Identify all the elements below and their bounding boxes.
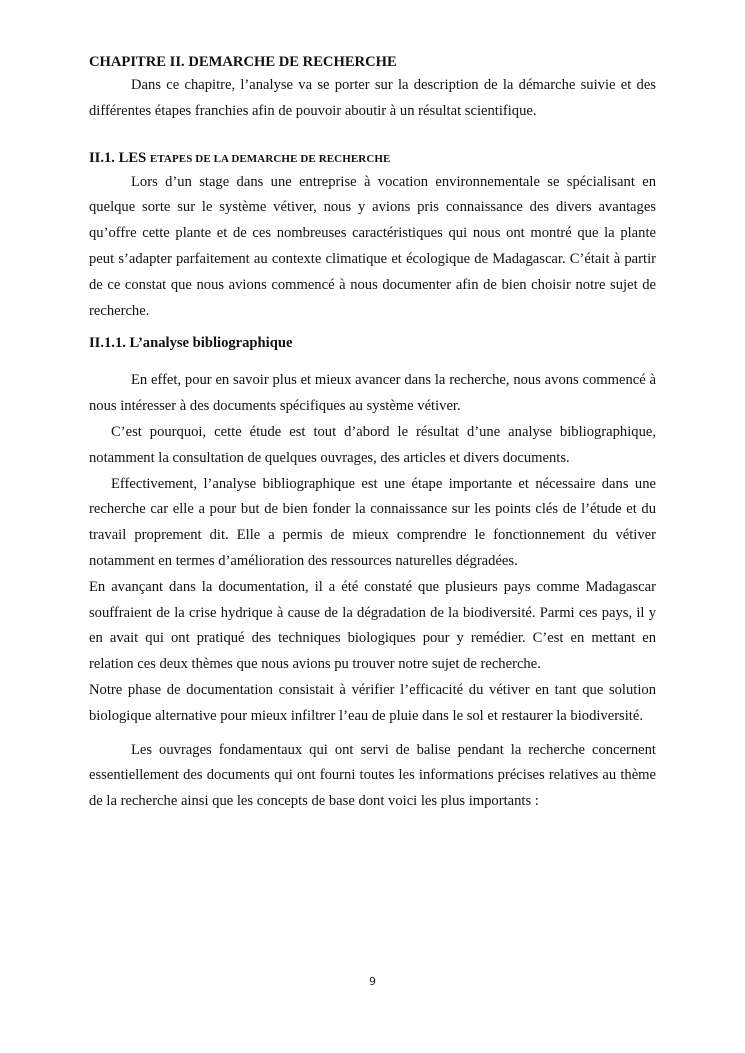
paragraph-2: C’est pourquoi, cette étude est tout d’abord le résultat d’une analyse bibliographique, notamment la consultation de quelques ouvrages, des articles et divers documents. [89, 423, 656, 466]
section-heading [89, 147, 656, 170]
spacer [89, 354, 656, 368]
spacer [89, 730, 656, 738]
spacer [89, 324, 656, 332]
paragraph-6: Les ouvrages fondamentaux qui ont servi de balise pendant la recherche concernent essentiellement des documents qui ont fourni toutes les informations précises relatives au thème de la recherche ainsi que les concepts de base dont voici les plus importants : [89, 741, 656, 810]
section-paragraph: Lors d’un stage dans une entreprise à vocation environnementale se spécialisant en quelque sorte sur le système vétiver, nous y avions pris connaissance des divers avantages qu’offre cette plante et de ces nombreuses caractéristiques qui nous ont montré que la plante peut s’adapter parfaitement au contexte climatique et écologique de Madagascar. C’était à partir de ce constat que nous avions commencé à nous documenter afin de bien choisir notre sujet de recherche. [89, 173, 656, 319]
paragraph-1: En effet, pour en savoir plus et mieux avancer dans la recherche, nous avons commencé à nous intéresser à des documents spécifiques au système vétiver. [89, 372, 656, 415]
intro-paragraph: Dans ce chapitre, l’analyse va se porter sur la description de la démarche suivie et des différentes étapes franchies afin de pouvoir aboutir à un résultat scientifique. [89, 77, 656, 119]
chapter-title: CHAPITRE II. DEMARCHE DE RECHERCHE [89, 54, 397, 70]
paragraph-3: Effectivement, l’analyse bibliographique est une étape importante et nécessaire dans une recherche car elle a pour but de bien fonder la connaissance sur les points clés de l’étude et du travail proprement dit. Elle a permis de mieux comprendre le fonctionnement du vétiver notamment en termes d’amélioration des ressources naturelles dégradées. [89, 475, 656, 569]
spacer [89, 125, 656, 147]
paragraph-4: En avançant dans la documentation, il a été constaté que plusieurs pays comme Madagascar souffraient de la crise hydrique à cause de la dégradation de la biodiversité. Parmi ces pays, il y en avait qui ont pratiqué des techniques biologiques pour y remédier. C’est en mettant en relation ces deux thèmes que nous avions pu trouver notre sujet de recherche. [89, 578, 656, 673]
section-title: ETAPES DE LA DEMARCHE DE RECHERCHE [149, 152, 391, 165]
page-number: 9 [369, 975, 376, 988]
paragraph-5: Notre phase de documentation consistait à vérifier l’efficacité du vétiver en tant que solution biologique alternative pour mieux infiltrer l’eau de pluie dans le sol et restaurer la biodiversité. [89, 681, 656, 724]
subsection-heading: II.1.1. L’analyse bibliographique [89, 335, 293, 352]
section-number: II.1. LES [89, 149, 147, 166]
document-page [89, 51, 656, 815]
